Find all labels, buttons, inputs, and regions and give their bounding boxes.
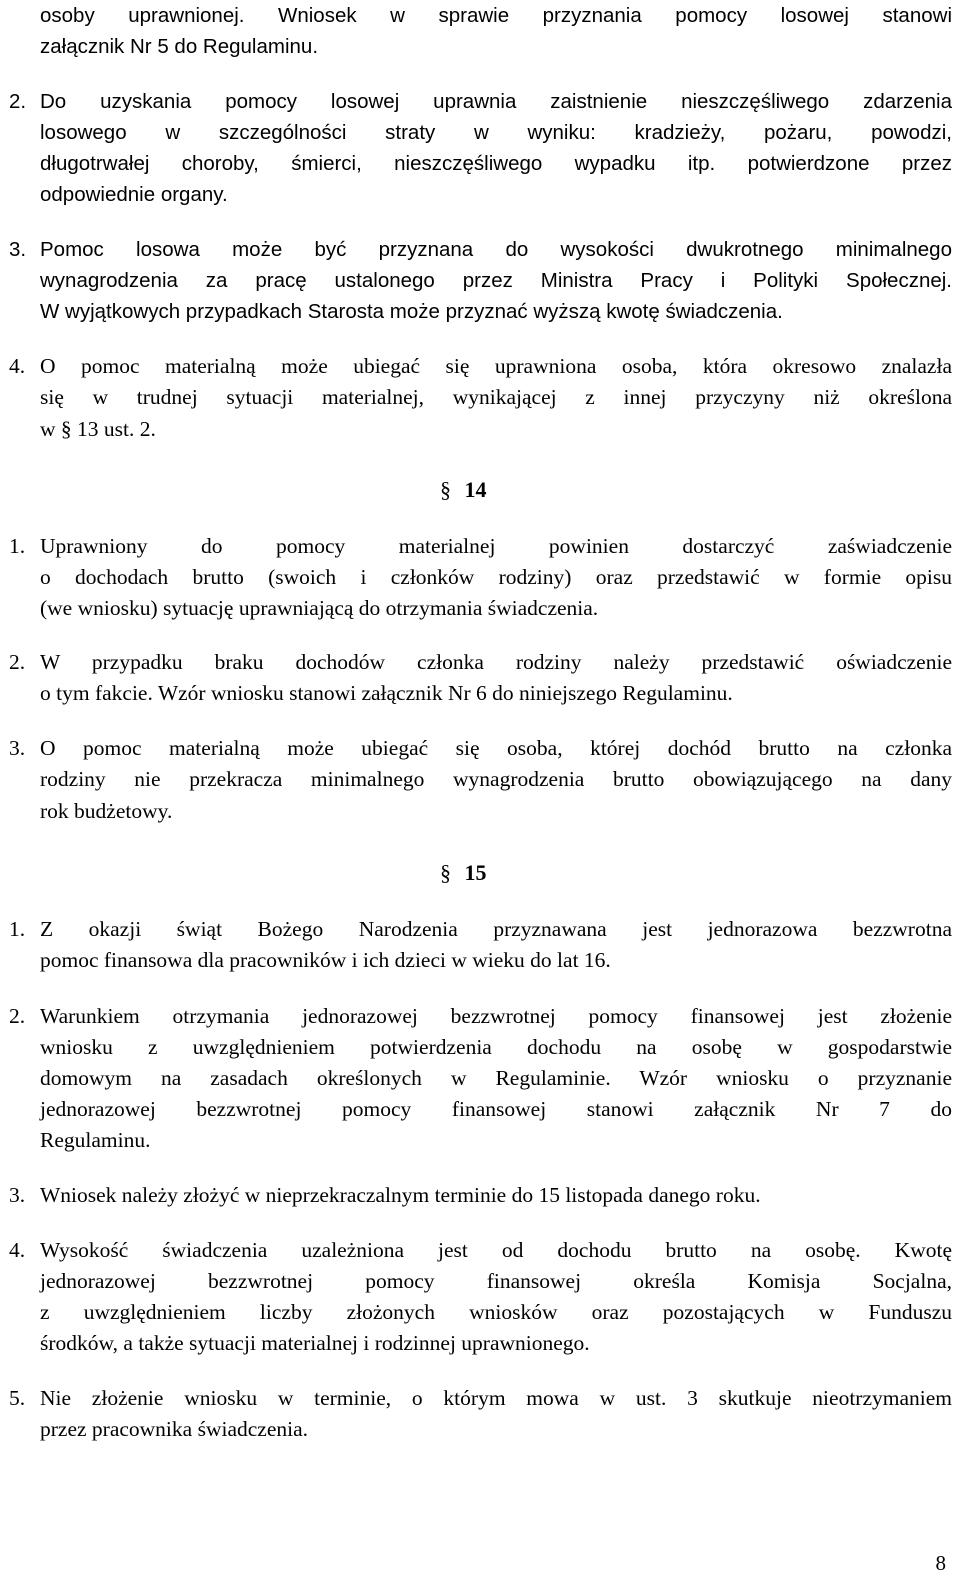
paragraph-line: Do uzyskania pomocy losowej uprawnia zaistnienie nieszczęśliwego zdarzenia xyxy=(40,90,952,113)
paragraph-line: O pomoc materialną może ubiegać się uprawniona osoba, która okresowo znalazła xyxy=(40,354,952,378)
paragraph-line: środków, a także sytuacji materialnej i rodzinnej uprawnionego. xyxy=(40,1331,590,1355)
paragraph-line: w § 13 ust. 2. xyxy=(40,417,156,441)
item-number: 2. xyxy=(9,90,27,113)
paragraph-line: (we wniosku) sytuację uprawniającą do otrzymania świadczenia. xyxy=(40,596,599,620)
paragraph-line: domowym na zasadach określonych w Regulaminie. Wzór wniosku o przyznanie xyxy=(40,1066,952,1090)
paragraph-line: Wysokość świadczenia uzależniona jest od dochodu brutto na osobę. Kwotę xyxy=(40,1238,952,1262)
paragraph-line: jednorazowej bezzwrotnej pomocy finansowej określa Komisja Socjalna, xyxy=(40,1269,952,1293)
paragraph-line: o dochodach brutto (swoich i członków rodziny) oraz przedstawić w formie opisu xyxy=(40,565,952,589)
paragraph-line: długotrwałej choroby, śmierci, nieszczęśliwego wypadku itp. potwierdzone przez xyxy=(40,152,952,175)
paragraph-line: załącznik Nr 5 do Regulaminu. xyxy=(40,35,319,58)
item-number: 1. xyxy=(9,917,26,941)
paragraph-line: Uprawniony do pomocy materialnej powinien dostarczyć zaświadczenie xyxy=(40,534,952,558)
paragraph-line: się w trudnej sytuacji materialnej, wynikającej z innej przyczyny niż określona xyxy=(40,385,952,409)
paragraph-line: osoby uprawnionej. Wniosek w sprawie przyznania pomocy losowej stanowi xyxy=(40,4,952,27)
paragraph-line: przez pracownika świadczenia. xyxy=(40,1417,309,1441)
paragraph-line: z uwzględnieniem liczby złożonych wniosków oraz pozostających w Funduszu xyxy=(40,1300,952,1324)
section-number: 15 xyxy=(464,860,487,885)
paragraph-line: odpowiednie organy. xyxy=(40,183,228,206)
paragraph-line: pomoc finansowa dla pracowników i ich dzieci w wieku do lat 16. xyxy=(40,948,611,972)
paragraph-line: wynagrodzenia za pracę ustalonego przez Ministra Pracy i Polityki Społecznej. xyxy=(40,269,952,292)
paragraph-line: jednorazowej bezzwrotnej pomocy finansowej stanowi załącznik Nr 7 do xyxy=(40,1097,952,1121)
item-number: 3. xyxy=(9,238,27,261)
section-symbol: § xyxy=(440,477,451,502)
paragraph-line: losowego w szczególności straty w wyniku: kradzieży, pożaru, powodzi, xyxy=(40,121,952,144)
section-number: 14 xyxy=(464,477,487,502)
paragraph-line: Wniosek należy złożyć w nieprzekraczalnym terminie do 15 listopada danego roku. xyxy=(40,1183,761,1207)
paragraph-line: Z okazji świąt Bożego Narodzenia przyznawana jest jednorazowa bezzwrotna xyxy=(40,917,952,941)
paragraph-line: Regulaminu. xyxy=(40,1128,151,1152)
paragraph-line: wniosku z uwzględnieniem potwierdzenia dochodu na osobę w gospodarstwie xyxy=(40,1035,952,1059)
item-number: 4. xyxy=(9,1238,26,1262)
paragraph-line: W wyjątkowych przypadkach Starosta może przyznać wyższą kwotę świadczenia. xyxy=(40,300,783,323)
paragraph-line: Pomoc losowa może być przyznana do wysokości dwukrotnego minimalnego xyxy=(40,238,952,261)
item-number: 5. xyxy=(9,1386,26,1410)
section-symbol: § xyxy=(440,860,451,885)
page-number: 8 xyxy=(935,1551,946,1575)
paragraph-line: W przypadku braku dochodów członka rodziny należy przedstawić oświadczenie xyxy=(40,650,952,674)
item-number: 2. xyxy=(9,1004,26,1028)
item-number: 1. xyxy=(9,534,26,558)
item-number: 2. xyxy=(9,650,26,674)
paragraph-line: rok budżetowy. xyxy=(40,799,173,823)
item-number: 3. xyxy=(9,736,26,760)
paragraph-line: O pomoc materialną może ubiegać się osoba, której dochód brutto na członka xyxy=(40,736,952,760)
paragraph-line: Warunkiem otrzymania jednorazowej bezzwrotnej pomocy finansowej jest złożenie xyxy=(40,1004,952,1028)
paragraph-line: rodziny nie przekracza minimalnego wynagrodzenia brutto obowiązującego na dany xyxy=(40,767,952,791)
item-number: 3. xyxy=(9,1183,26,1207)
paragraph-line: o tym fakcie. Wzór wniosku stanowi załącznik Nr 6 do niniejszego Regulaminu. xyxy=(40,681,733,705)
item-number: 4. xyxy=(9,354,26,378)
section-heading xyxy=(440,474,487,506)
paragraph-line: Nie złożenie wniosku w terminie, o którym mowa w ust. 3 skutkuje nieotrzymaniem xyxy=(40,1386,952,1410)
section-heading xyxy=(440,857,487,889)
